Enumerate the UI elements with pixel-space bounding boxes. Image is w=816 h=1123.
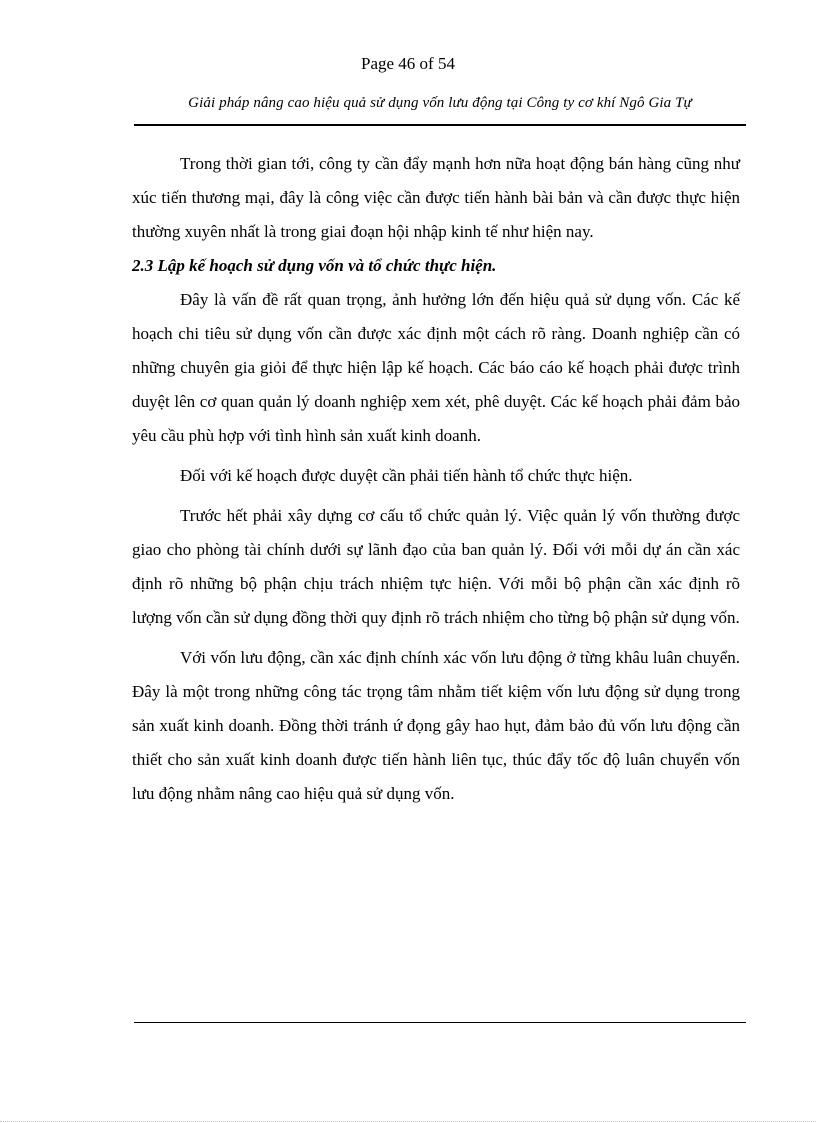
paragraph-organization-structure: Trước hết phải xây dựng cơ cấu tổ chức quản lý. Việc quản lý vốn thường được giao cho phòng tài chính dưới sự lãnh đạo của ban quản lý. Đối với mỗi dự án cần xác định rõ những bộ phận chịu trách nhiệm tực hiện. Với mỗi bộ phận cần xác định rõ lượng vốn cần sử dụng đồng thời quy định rõ trách nhiệm cho từng bộ phận sử dụng vốn.	[132, 506, 740, 627]
page-number: Page 46 of 54	[361, 54, 455, 73]
page-bottom-edge	[0, 1121, 816, 1122]
header-divider	[134, 124, 746, 126]
running-header: Giải pháp nâng cao hiệu quả sử dụng vốn lưu động tại Công ty cơ khí Ngô Gia Tự	[188, 95, 692, 111]
section-heading-2-3: 2.3 Lập kế hoạch sử dụng vốn và tổ chức thực hiện.	[132, 256, 497, 275]
paragraph-plan-execution: Đối với kế hoạch được duyệt cần phải tiến hành tổ chức thực hiện.	[180, 466, 633, 485]
paragraph-working-capital: Với vốn lưu động, cần xác định chính xác vốn lưu động ở từng khâu luân chuyển. Đây là một trong những công tác trọng tâm nhằm tiết kiệm vốn lưu động sử dụng trong sản xuất kinh doanh. Đồng thời tránh ứ đọng gây hao hụt, đảm bảo đủ vốn lưu động cần thiết cho sản xuất kinh doanh được tiến hành liên tục, thúc đẩy tốc độ luân chuyển vốn lưu động nhằm nâng cao hiệu quả sử dụng vốn.	[132, 648, 740, 803]
paragraph-sales-promotion: Trong thời gian tới, công ty cần đẩy mạnh hơn nữa hoạt động bán hàng cũng như xúc tiến thương mại, đây là công việc cần được tiến hành bài bản và cần được thực hiện thường xuyên nhất là trong giai đoạn hội nhập kinh tế như hiện nay.	[132, 154, 740, 241]
footer-divider	[134, 1022, 746, 1023]
document-body	[132, 147, 740, 811]
paragraph-planning-importance: Đây là vấn đề rất quan trọng, ảnh hưởng lớn đến hiệu quả sử dụng vốn. Các kế hoạch chi tiêu sử dụng vốn cần được xác định một cách rõ ràng. Doanh nghiệp cần có những chuyên gia giỏi để thực hiện lập kế hoạch. Các báo cáo kế hoạch phải được trình duyệt lên cơ quan quản lý doanh nghiệp xem xét, phê duyệt. Các kế hoạch phải đảm bảo yêu cầu phù hợp với tình hình sản xuất kinh doanh.	[132, 290, 740, 445]
